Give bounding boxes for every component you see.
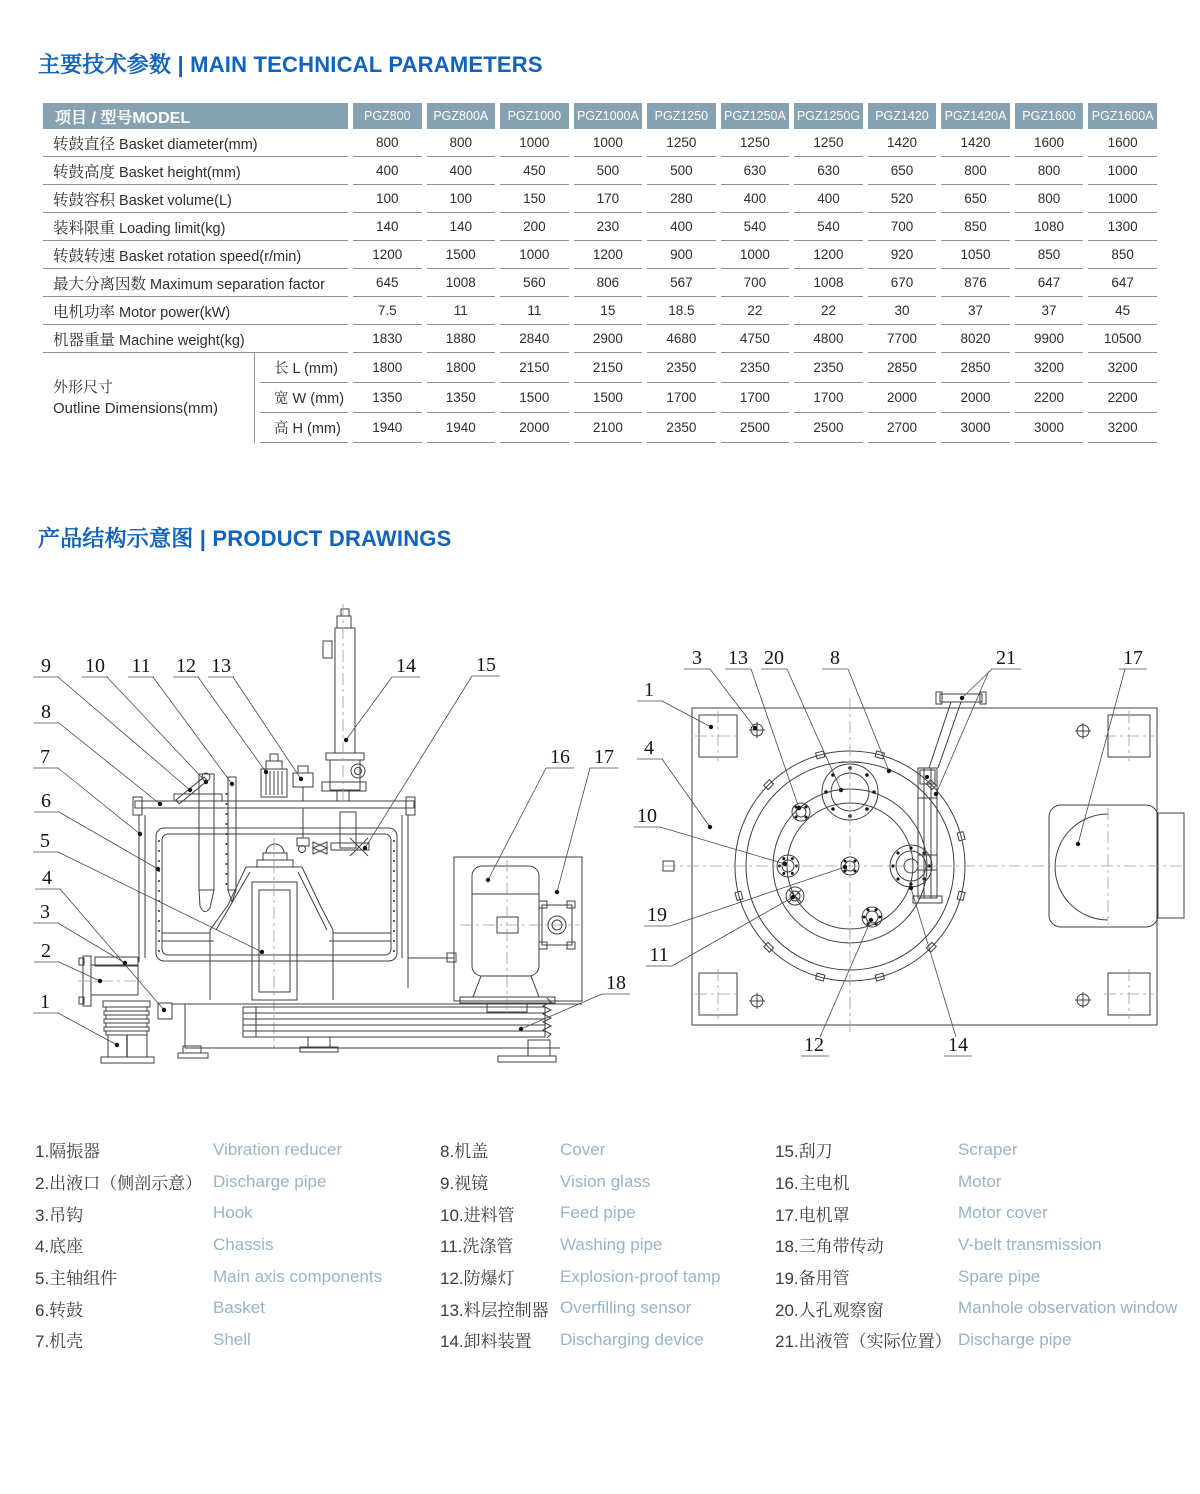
callout-top-4: 4 — [644, 737, 654, 759]
parameter-value: 1200 — [574, 241, 643, 269]
parameter-value: 400 — [721, 185, 790, 213]
parameter-value: 2000 — [500, 413, 569, 443]
model-column-header: PGZ1600 — [1015, 103, 1084, 129]
parameter-value: 2000 — [868, 383, 937, 413]
legend-item-zh: 6.转鼓 — [35, 1300, 84, 1320]
legend-item — [35, 1324, 435, 1356]
legend-item-zh: 2.出液口（侧剖示意） — [35, 1174, 203, 1194]
parameter-value: 1940 — [353, 413, 422, 443]
callout-top-8: 8 — [830, 647, 840, 669]
parameter-value: 8020 — [941, 325, 1010, 353]
legend-item-zh: 3.吊钩 — [35, 1205, 84, 1225]
legend-item — [35, 1134, 435, 1166]
parameter-value: 1830 — [353, 325, 422, 353]
legend-item-zh: 16.主电机 — [775, 1174, 850, 1194]
callout-side-12: 12 — [176, 655, 196, 677]
product-drawings-figure — [0, 598, 1200, 1090]
parameter-value: 1880 — [427, 325, 496, 353]
top-view-drawing — [634, 647, 1186, 1056]
parameter-value: 1940 — [427, 413, 496, 443]
parameter-value: 800 — [427, 129, 496, 157]
parameter-value: 4800 — [794, 325, 863, 353]
legend-item-zh: 17.电机罩 — [775, 1205, 850, 1225]
parameter-value: 18.5 — [647, 297, 716, 325]
parameter-label: 最大分离因数 Maximum separation factor — [43, 269, 348, 297]
callout-side-3: 3 — [40, 901, 50, 923]
parameter-value: 2350 — [721, 353, 790, 383]
legend-col-2 — [440, 1134, 770, 1356]
callout-top-21: 21 — [996, 647, 1016, 669]
parameter-value: 800 — [353, 129, 422, 157]
parameter-value: 850 — [941, 213, 1010, 241]
legend-item-zh: 19.备用管 — [775, 1269, 850, 1289]
legend-item-en: Basket — [213, 1298, 265, 1318]
parameter-value: 700 — [721, 269, 790, 297]
parameter-value: 1800 — [427, 353, 496, 383]
side-view-callout-leaders — [33, 676, 630, 1047]
parameter-value: 10500 — [1088, 325, 1157, 353]
legend-item-en: Discharging device — [560, 1329, 704, 1349]
legend-item — [35, 1292, 435, 1324]
parameter-value: 400 — [794, 185, 863, 213]
legend-item — [440, 1229, 770, 1261]
legend-item — [35, 1197, 435, 1229]
legend-item-en: Motor — [958, 1171, 1002, 1191]
legend-item-en: Washing pipe — [560, 1234, 663, 1254]
parameter-value: 2700 — [868, 413, 937, 443]
legend-item-en: Overfilling sensor — [560, 1298, 692, 1318]
parameter-value: 1008 — [427, 269, 496, 297]
parameter-value: 200 — [500, 213, 569, 241]
legend-item — [440, 1292, 770, 1324]
parameter-value: 11 — [500, 297, 569, 325]
outline-dimensions-label: 外形尺寸 Outline Dimensions(mm) — [43, 353, 255, 443]
model-column-header: PGZ1250A — [721, 103, 790, 129]
parameter-value: 1250 — [794, 129, 863, 157]
callout-top-1: 1 — [644, 679, 654, 701]
parameter-value: 800 — [1015, 185, 1084, 213]
parameter-value: 9900 — [1015, 325, 1084, 353]
parameter-value: 400 — [647, 213, 716, 241]
parameter-value: 11 — [427, 297, 496, 325]
legend-item — [35, 1261, 435, 1293]
legend-item-zh: 10.进料管 — [440, 1205, 515, 1225]
legend-item — [440, 1261, 770, 1293]
legend-item — [775, 1324, 1195, 1356]
legend-item-en: Main axis components — [213, 1266, 383, 1286]
legend-item — [35, 1229, 435, 1261]
parameter-value: 170 — [574, 185, 643, 213]
parameter-label: 转鼓转速 Basket rotation speed(r/min) — [43, 241, 348, 269]
parameter-row — [43, 213, 1157, 241]
parameter-value: 1008 — [794, 269, 863, 297]
parameter-label: 转鼓容积 Basket volume(L) — [43, 185, 348, 213]
legend-item-en: Hook — [213, 1203, 253, 1223]
legend-item-en: Motor cover — [958, 1203, 1048, 1223]
model-column-header: PGZ1420 — [868, 103, 937, 129]
legend-item-en: Vision glass — [560, 1171, 651, 1191]
parameter-label: 电机功率 Motor power(kW) — [43, 297, 348, 325]
parameter-value: 650 — [941, 185, 1010, 213]
callout-side-18: 18 — [606, 972, 626, 994]
parameter-value: 3200 — [1015, 353, 1084, 383]
parameter-value: 2850 — [868, 353, 937, 383]
legend-item-zh: 11.洗涤管 — [440, 1237, 514, 1257]
callout-top-12: 12 — [804, 1034, 824, 1056]
legend-item — [775, 1134, 1195, 1166]
parameter-value: 850 — [1088, 241, 1157, 269]
legend-item — [35, 1166, 435, 1198]
parameter-value: 100 — [427, 185, 496, 213]
callout-side-17: 17 — [594, 746, 614, 768]
parameter-value: 1250 — [721, 129, 790, 157]
parameter-value: 650 — [868, 157, 937, 185]
callout-top-3: 3 — [692, 647, 702, 669]
callout-side-11: 11 — [131, 655, 151, 677]
legend-item — [440, 1197, 770, 1229]
parameter-value: 2350 — [794, 353, 863, 383]
model-header-label: 项目 / 型号MODEL — [43, 103, 348, 129]
legend-col-3 — [775, 1134, 1195, 1356]
model-column-header: PGZ1600A — [1088, 103, 1157, 129]
callout-side-14: 14 — [396, 655, 416, 677]
callout-side-2: 2 — [41, 940, 51, 962]
parameter-row — [43, 325, 1157, 353]
parameter-value: 520 — [868, 185, 937, 213]
parameter-value: 2200 — [1015, 383, 1084, 413]
params-table-body — [43, 129, 1157, 443]
parameter-row — [43, 241, 1157, 269]
parameter-value: 2150 — [574, 353, 643, 383]
legend-item-en: V-belt transmission — [958, 1234, 1102, 1254]
parameter-value: 567 — [647, 269, 716, 297]
legend-col-1 — [35, 1134, 435, 1356]
parameter-value: 2350 — [647, 413, 716, 443]
parameter-label: 转鼓高度 Basket height(mm) — [43, 157, 348, 185]
parameter-value: 2500 — [721, 413, 790, 443]
parameter-value: 500 — [647, 157, 716, 185]
parameter-value: 1500 — [500, 383, 569, 413]
parameter-value: 1000 — [1088, 157, 1157, 185]
parameter-row — [43, 297, 1157, 325]
parameter-value: 140 — [353, 213, 422, 241]
legend-item — [440, 1134, 770, 1166]
legend-item-zh: 21.出液管（实际位置） — [775, 1332, 952, 1352]
model-column-header: PGZ1000A — [574, 103, 643, 129]
callout-top-11: 11 — [649, 944, 669, 966]
parameter-value: 1500 — [427, 241, 496, 269]
parameter-value: 2000 — [941, 383, 1010, 413]
parameter-row — [43, 157, 1157, 185]
callout-top-14: 14 — [948, 1034, 968, 1056]
legend-item-zh: 18.三角带传动 — [775, 1237, 884, 1257]
parameter-value: 2100 — [574, 413, 643, 443]
parameter-value: 900 — [647, 241, 716, 269]
parameter-value: 4750 — [721, 325, 790, 353]
callout-side-6: 6 — [41, 790, 51, 812]
legend-item-en: Vibration reducer — [213, 1139, 343, 1159]
callout-top-13: 13 — [728, 647, 748, 669]
parameter-label: 机器重量 Machine weight(kg) — [43, 325, 348, 353]
parameter-value: 540 — [794, 213, 863, 241]
callout-side-8: 8 — [41, 701, 51, 723]
parameter-value: 1600 — [1015, 129, 1084, 157]
parameter-value: 1350 — [353, 383, 422, 413]
parameter-value: 1600 — [1088, 129, 1157, 157]
parameter-value: 1000 — [500, 241, 569, 269]
legend-item-en: Spare pipe — [958, 1266, 1041, 1286]
product-drawings-title: 产品结构示意图 | PRODUCT DRAWINGS — [38, 526, 452, 551]
parameter-value: 7700 — [868, 325, 937, 353]
model-column-header: PGZ1420A — [941, 103, 1010, 129]
legend-item-zh: 9.视镜 — [440, 1174, 489, 1194]
model-column-header: PGZ1000 — [500, 103, 569, 129]
legend-item-zh: 12.防爆灯 — [440, 1269, 515, 1289]
parameter-value: 2900 — [574, 325, 643, 353]
parameter-value: 1200 — [353, 241, 422, 269]
callout-side-9: 9 — [41, 655, 51, 677]
parameter-value: 1250 — [647, 129, 716, 157]
legend-item-zh: 15.刮刀 — [775, 1142, 833, 1162]
legend-item-en: Scraper — [958, 1139, 1018, 1159]
legend-item-en: Feed pipe — [560, 1203, 636, 1223]
parameter-row — [43, 269, 1157, 297]
parameter-value: 700 — [868, 213, 937, 241]
callout-side-16: 16 — [550, 746, 570, 768]
parameter-value: 400 — [427, 157, 496, 185]
legend-item-zh: 20.人孔观察窗 — [775, 1300, 884, 1320]
callout-side-1: 1 — [40, 991, 50, 1013]
parameter-value: 100 — [353, 185, 422, 213]
parameter-value: 2500 — [794, 413, 863, 443]
parameter-value: 800 — [941, 157, 1010, 185]
parameter-value: 2840 — [500, 325, 569, 353]
callout-side-13: 13 — [211, 655, 231, 677]
parameter-value: 647 — [1088, 269, 1157, 297]
parameter-value: 150 — [500, 185, 569, 213]
legend-item-en: Explosion-proof tamp — [560, 1266, 721, 1286]
parameter-value: 1000 — [500, 129, 569, 157]
parameter-value: 30 — [868, 297, 937, 325]
parameter-label: 装料限重 Loading limit(kg) — [43, 213, 348, 241]
outline-dimension-row — [43, 353, 1157, 383]
parameter-value: 400 — [353, 157, 422, 185]
callout-top-20: 20 — [764, 647, 784, 669]
parameter-value: 2350 — [647, 353, 716, 383]
parameter-value: 15 — [574, 297, 643, 325]
callout-top-19: 19 — [647, 904, 667, 926]
parameter-value: 230 — [574, 213, 643, 241]
parameter-value: 2850 — [941, 353, 1010, 383]
parameter-value: 1000 — [574, 129, 643, 157]
parameter-value: 1700 — [794, 383, 863, 413]
parameters-table — [38, 103, 1162, 443]
callout-side-7: 7 — [40, 746, 50, 768]
outline-sub-label: 高 H (mm) — [260, 413, 348, 443]
legend-item — [440, 1166, 770, 1198]
callout-side-15: 15 — [476, 654, 496, 676]
parameter-value: 560 — [500, 269, 569, 297]
outline-sub-label: 宽 W (mm) — [260, 383, 348, 413]
parameter-value: 1500 — [574, 383, 643, 413]
parameter-value: 450 — [500, 157, 569, 185]
parameter-value: 630 — [721, 157, 790, 185]
callout-top-17: 17 — [1123, 647, 1143, 669]
callout-side-10: 10 — [85, 655, 105, 677]
parameter-value: 3200 — [1088, 413, 1157, 443]
side-view-drawing — [33, 604, 630, 1063]
model-column-header: PGZ1250G — [794, 103, 863, 129]
parameter-value: 1700 — [647, 383, 716, 413]
legend-item-zh: 4.底座 — [35, 1237, 84, 1257]
legend-item-en: Shell — [213, 1329, 251, 1349]
parameter-value: 3200 — [1088, 353, 1157, 383]
parameter-value: 630 — [794, 157, 863, 185]
legend-item — [775, 1229, 1195, 1261]
parameter-value: 4680 — [647, 325, 716, 353]
parameter-value: 876 — [941, 269, 1010, 297]
model-column-header: PGZ1250 — [647, 103, 716, 129]
model-column-header: PGZ800 — [353, 103, 422, 129]
parameter-value: 2150 — [500, 353, 569, 383]
parameter-value: 1350 — [427, 383, 496, 413]
legend-item — [775, 1166, 1195, 1198]
parameter-value: 1800 — [353, 353, 422, 383]
legend-item-en: Discharge pipe — [213, 1171, 327, 1191]
legend-item-en: Manhole observation window — [958, 1298, 1178, 1318]
legend-item-zh: 5.主轴组件 — [35, 1269, 118, 1289]
parameter-value: 37 — [941, 297, 1010, 325]
legend-item-zh: 1.隔振器 — [35, 1142, 101, 1162]
parameter-value: 45 — [1088, 297, 1157, 325]
parameter-value: 1050 — [941, 241, 1010, 269]
parameter-value: 1420 — [868, 129, 937, 157]
legend-item-zh: 8.机盖 — [440, 1142, 489, 1162]
parameter-value: 850 — [1015, 241, 1084, 269]
legend-item-en: Discharge pipe — [958, 1329, 1072, 1349]
legend-item-zh: 14.卸料装置 — [440, 1332, 532, 1352]
parameter-value: 140 — [427, 213, 496, 241]
parameter-value: 920 — [868, 241, 937, 269]
parameter-value: 280 — [647, 185, 716, 213]
parameter-value: 500 — [574, 157, 643, 185]
parameter-value: 3000 — [941, 413, 1010, 443]
callout-top-10: 10 — [637, 805, 657, 827]
outline-sub-label: 长 L (mm) — [260, 353, 348, 383]
legend-item — [440, 1324, 770, 1356]
parameter-row — [43, 129, 1157, 157]
main-parameters-title: 主要技术参数 | MAIN TECHNICAL PARAMETERS — [38, 52, 543, 77]
parameter-value: 800 — [1015, 157, 1084, 185]
model-column-header: PGZ800A — [427, 103, 496, 129]
callout-side-4: 4 — [42, 867, 52, 889]
legend-item-en: Cover — [560, 1139, 606, 1159]
parameter-value: 645 — [353, 269, 422, 297]
parameter-value: 540 — [721, 213, 790, 241]
parameter-value: 1300 — [1088, 213, 1157, 241]
parameter-value: 7.5 — [353, 297, 422, 325]
parameter-value: 1200 — [794, 241, 863, 269]
parameter-value: 1420 — [941, 129, 1010, 157]
legend-item-zh: 7.机壳 — [35, 1332, 84, 1352]
parameter-label: 转鼓直径 Basket diameter(mm) — [43, 129, 348, 157]
table-header-row — [43, 103, 1157, 129]
parameter-value: 647 — [1015, 269, 1084, 297]
parameter-value: 1000 — [1088, 185, 1157, 213]
callout-side-5: 5 — [40, 830, 50, 852]
parameter-value: 1080 — [1015, 213, 1084, 241]
legend-item — [775, 1197, 1195, 1229]
legend-item-zh: 13.料层控制器 — [440, 1300, 549, 1320]
parameter-value: 22 — [721, 297, 790, 325]
parameter-value: 670 — [868, 269, 937, 297]
parameter-value: 3000 — [1015, 413, 1084, 443]
parameter-value: 2200 — [1088, 383, 1157, 413]
parameter-value: 37 — [1015, 297, 1084, 325]
parameter-value: 1000 — [721, 241, 790, 269]
parameter-row — [43, 185, 1157, 213]
legend-item — [775, 1261, 1195, 1293]
parameter-value: 806 — [574, 269, 643, 297]
legend-item-en: Chassis — [213, 1234, 274, 1254]
parameter-value: 22 — [794, 297, 863, 325]
parameter-value: 1700 — [721, 383, 790, 413]
legend-item — [775, 1292, 1195, 1324]
